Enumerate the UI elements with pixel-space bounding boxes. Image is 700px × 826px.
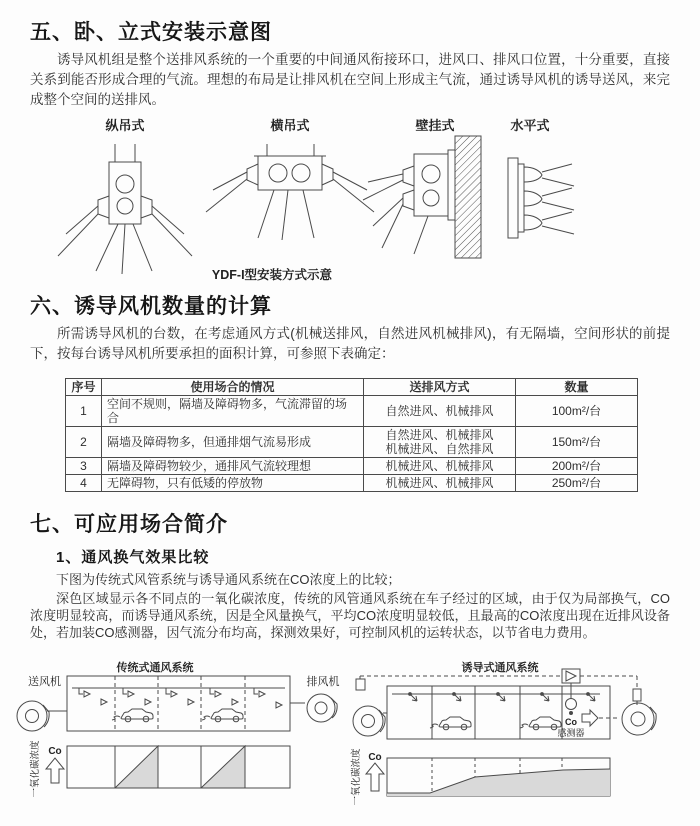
cell-situation: 无障碍物，只有低矮的停放物 — [102, 475, 364, 492]
table-row — [66, 475, 638, 492]
supply-fan-icon — [353, 706, 385, 736]
cell-mode: 自然进风、机械排风 — [364, 396, 516, 427]
up-arrow-icon — [366, 763, 384, 791]
supply-fan-icon — [17, 701, 49, 731]
co-chart-box — [67, 746, 290, 788]
sensor-co-label: Co — [565, 717, 577, 727]
control-device-icon — [562, 669, 580, 683]
section7-subtitle: 1、通风换气效果比较 — [56, 549, 210, 566]
section5-title: 五、卧、立式安装示意图 — [30, 21, 272, 44]
col-header-no: 序号 — [66, 379, 102, 396]
co-label: Co — [48, 746, 62, 757]
table-row — [66, 458, 638, 475]
cell-no: 3 — [66, 458, 102, 475]
section6-title: 六、诱导风机数量的计算 — [30, 295, 272, 318]
table-row — [66, 396, 638, 427]
co-gradual-area — [387, 769, 610, 796]
col-header-situation: 使用场合的情况 — [102, 379, 364, 396]
cell-qty: 150m²/台 — [516, 427, 638, 458]
col-header-mode: 送排风方式 — [364, 379, 516, 396]
table-header-row — [66, 379, 638, 396]
label-horizontal-type: 水平式 — [510, 118, 550, 133]
induction-system-diagram — [350, 661, 695, 807]
cell-qty: 200m²/台 — [516, 458, 638, 475]
label-vertical-hang: 纵吊式 — [105, 118, 145, 133]
section6-paragraph: 所需诱导风机的台数，在考虑通风方式(机械送排风，自然进风机械排风)，有无隔墙，空间形状的前提下，按每台诱导风机所要承担的面积计算，可参照下表确定： — [30, 326, 670, 361]
cell-situation: 空间不规则，隔墙及障碍物多，气流滞留的场合 — [102, 396, 364, 427]
car-icon — [430, 717, 471, 730]
cell-qty: 100m²/台 — [516, 396, 638, 427]
car-icon — [520, 717, 561, 730]
section7-title: 七、可应用场合简介 — [30, 513, 228, 536]
supply-fan-label: 送风机 — [28, 676, 61, 688]
col-header-qty: 数量 — [516, 379, 638, 396]
installation-caption: YDF-I型安装方式示意 — [211, 268, 333, 282]
fan-quantity-table — [65, 378, 638, 492]
co-sensor-icon — [566, 683, 577, 715]
unit-horizontal-hang — [206, 118, 374, 240]
cell-mode-line1: 自然进风、机械排风 — [385, 428, 494, 442]
cell-situation: 隔墙及障碍物多，但通排烟气流易形成 — [102, 427, 364, 458]
cell-mode-line2: 机械进风、自然排风 — [385, 442, 494, 456]
co-axis-label: 一氧化碳浓度 — [351, 748, 362, 806]
up-arrow-icon — [46, 758, 64, 783]
co-peak-triangle — [201, 746, 245, 788]
unit-vertical-hang — [58, 118, 192, 274]
co-axis-label: 一氧化碳浓度 — [30, 740, 41, 798]
cell-mode: 机械进风、机械排风 — [364, 458, 516, 475]
exhaust-fan-label: 排风机 — [306, 676, 340, 688]
section7-paragraph-2: 深色区域显示各不同点的一氧化碳浓度，传统的风管通风系统在车子经过的区域，由于仅为局部换气，CO浓度明显较高，而诱导通风系统，因是全风量换气，平均CO浓度明显较低，且最高的CO浓度出现在近排风设备处，若加装CO感测器，因气流分布均高，探测效果好，可控制风机的运转状态，以节省电力费用。 — [30, 591, 670, 640]
exhaust-fan-icon — [622, 703, 656, 735]
damper-box — [356, 679, 365, 690]
cell-qty: 250m²/台 — [516, 475, 638, 492]
table-row — [66, 427, 638, 458]
car-icon — [112, 709, 153, 722]
car-icon — [202, 709, 243, 722]
comparison-diagrams — [5, 661, 700, 807]
traditional-system-diagram — [5, 661, 350, 807]
exhaust-fan-icon — [307, 694, 337, 722]
flow-arrow-icon — [582, 710, 598, 726]
traditional-system-title: 传统式通风系统 — [116, 662, 194, 674]
co-label: Co — [368, 752, 382, 763]
cell-no: 2 — [66, 427, 102, 458]
duct-box — [67, 676, 290, 731]
cell-mode — [364, 427, 516, 458]
section7-paragraph-1: 下图为传统式风管系统与诱导通风系统在CO浓度上的比较； — [56, 572, 401, 587]
cell-situation: 隔墙及障碍物较少，通排风气流较理想 — [102, 458, 364, 475]
unit-horizontal-type — [508, 118, 574, 238]
cell-mode: 机械进风、机械排风 — [364, 475, 516, 492]
cell-no: 1 — [66, 396, 102, 427]
label-wall-mounted: 壁挂式 — [415, 118, 455, 133]
co-peak-triangle — [115, 746, 158, 788]
label-horizontal-hang: 横吊式 — [270, 118, 310, 133]
duct-airflow-arrows — [79, 688, 282, 708]
unit-wall-mounted — [363, 118, 481, 258]
sensor-label: 感测器 — [557, 728, 585, 738]
installation-diagram — [30, 116, 670, 284]
induction-system-title: 诱导式通风系统 — [461, 662, 539, 674]
cell-no: 4 — [66, 475, 102, 492]
section5-paragraph: 诱导风机组是整个送排风系统的一个重要的中间通风衔接环口，进风口、排风口位置，十分重要，直接关系到能否形成合理的气流。理想的布局是让排风机在空间上形成主气流，通过诱导风机的诱导送风，来完成整个空间的送排风。 — [30, 52, 670, 107]
